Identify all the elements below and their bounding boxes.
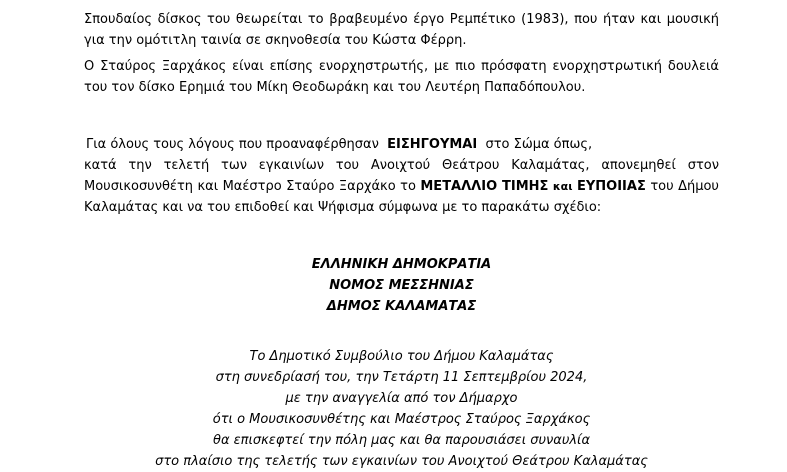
header-prefecture: ΝΟΜΟΣ ΜΕΣΣΗΝΙΑΣ — [329, 278, 474, 293]
header-hellenic-republic: ΕΛΛΗΝΙΚΗ ΔΗΜΟΚΡΑΤΙΑ — [311, 257, 492, 272]
proposal-and-word: και — [552, 180, 573, 193]
resolution-line: θα επισκεφτεί την πόλη μας και θα παρουσιάσει συναυλία — [212, 433, 591, 448]
proposal-first-line — [84, 134, 719, 155]
paragraph-proposal — [84, 134, 719, 218]
proposal-body-1: κατά την τελετή των εγκαινίων του Ανοιχτού Θεάτρου Καλαμάτας, απονεμηθεί στον Μουσικοσυνθέτη και Μαέστρο Σταύρο Ξαρχάκο το — [84, 158, 719, 194]
resolution-line: με την αναγγελία από τον Δήμαρχο — [285, 391, 518, 406]
proposal-euposias-title: ΕΥΠΟΙΙΑΣ — [577, 179, 646, 194]
paragraph-rebetiko: Σπουδαίος δίσκος του θεωρείται το βραβευμένο έργο Ρεμπέτικο (1983), που ήταν και μουσική για την ομότιτλη ταινία σε σκηνοθεσία του Κώστα Φέρρη. — [84, 12, 719, 48]
resolution-header — [84, 254, 719, 317]
proposal-medal-title: ΜΕΤΑΛΛΙΟ ΤΙΜΗΣ — [420, 179, 549, 194]
proposal-keyword-propose: ΕΙΣΗΓΟΥΜΑΙ — [387, 137, 478, 152]
proposal-body-2: του Δήμου Καλαμάτας και να του επιδοθεί και Ψήφισμα σύμφωνα με το παρακάτω σχέδιο: — [84, 179, 719, 215]
proposal-intro-1: Για όλους τους λόγους που προαναφέρθησαν — [86, 137, 379, 152]
resolution-line: Το Δημοτικό Συμβούλιο του Δήμου Καλαμάτας — [249, 349, 554, 364]
proposal-intro-2: στο Σώμα όπως, — [485, 137, 593, 152]
resolution-text — [84, 346, 719, 472]
resolution-line: στο πλαίσιο της τελετής των εγκαινίων του Ανοιχτού Θεάτρου Καλαμάτας — [155, 454, 648, 469]
paragraph-orchestrator: Ο Σταύρος Ξαρχάκος είναι επίσης ενορχηστρωτής, με πιο πρόσφατη ενορχηστρωτική δουλειά του τον δίσκο Ερημιά του Μίκη Θεοδωράκη και του Λευτέρη Παπαδόπουλου. — [84, 59, 719, 95]
document-page — [84, 9, 719, 472]
resolution-line: ότι ο Μουσικοσυνθέτης και Μαέστρος Σταύρος Ξαρχάκος — [212, 412, 591, 427]
resolution-line: στη συνεδρίασή του, την Τετάρτη 11 Σεπτεμβρίου 2024, — [215, 370, 588, 385]
header-municipality: ΔΗΜΟΣ ΚΑΛΑΜΑΤΑΣ — [326, 299, 477, 314]
